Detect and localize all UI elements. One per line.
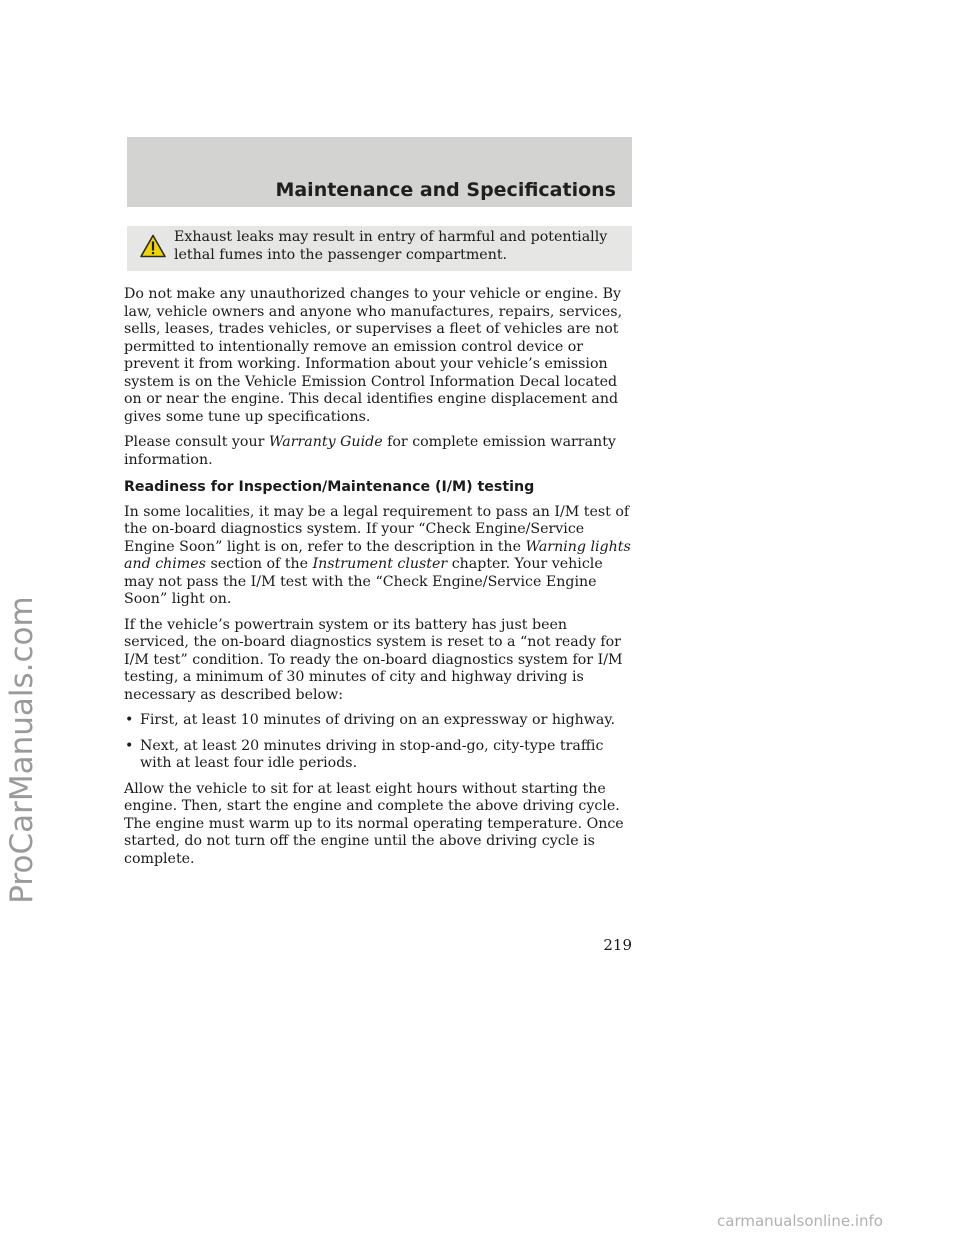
list-item: • First, at least 10 minutes of driving on an expressway or highway. — [125, 712, 616, 728]
section-header-band — [127, 137, 632, 207]
page-number: 219 — [603, 936, 632, 954]
paragraph-powertrain-serviced: If the vehicle’s powertrain system or its battery has just been serviced, the on-board diagnostics system is reset to a “not ready for I/M test” condition. To ready the on-board diagnostics system for I/M testing, a minimum of 30 minutes of city and highway driving is necessary as described below: — [124, 616, 623, 703]
warning-lights-reference: Warning lights and chimes — [124, 538, 631, 572]
bullet-icon: • — [125, 737, 134, 754]
warranty-guide-reference: Warranty Guide — [268, 434, 383, 450]
paragraph-drive-cycle-instructions: Allow the vehicle to sit for at least eight hours without starting the engine. Then, start the engine and complete the above driving cycle. The engine must warm up to its normal operating temperature. Once started, do not turn off the engine until the above driving cycle is complete. — [124, 780, 624, 867]
driving-cycle-list — [124, 712, 636, 773]
page-content — [124, 286, 636, 876]
instrument-cluster-reference: Instrument cluster — [312, 556, 448, 572]
footer-watermark: carmanualsonline.info — [717, 1212, 883, 1230]
bullet-icon: • — [125, 712, 134, 728]
warning-triangle-icon — [140, 234, 166, 258]
section-heading: Readiness for Inspection/Maintenance (I/M) testing — [124, 479, 535, 495]
paragraph-emission-changes: Do not make any unauthorized changes to your vehicle or engine. By law, vehicle owners and anyone who manufactures, repairs, services, sells, leases, trades vehicles, or supervises a fleet of vehicles are not permitted to intentionally remove an emission control device or prevent it from working. Information about your vehicle’s emission system is on the Vehicle Emission Control Information Decal located on or near the engine. This decal identifies engine displacement and gives some tune up specifications. — [124, 286, 623, 425]
section-title: Maintenance and Specifications — [275, 179, 616, 201]
paragraph-warranty: Please consult your Warranty Guide for complete emission warranty information. — [124, 434, 616, 468]
list-item: • Next, at least 20 minutes driving in stop-and-go, city-type traffic with at least four idle periods. — [125, 737, 604, 771]
warning-box — [127, 226, 632, 271]
paragraph-im-test: In some localities, it may be a legal requirement to pass an I/M test of the on-board diagnostics system. If your “Check Engine/Service Engine Soon” light is on, refer to the description in the Warning lights and chimes section of the Instrument cluster chapter. Your vehicle may not pass the I/M test with the “Check Engine/Service Engine Soon” light on. — [124, 503, 631, 607]
warning-text: Exhaust leaks may result in entry of harmful and potentially lethal fumes into the passenger compartment. — [174, 229, 608, 263]
side-watermark-text: ProCarManuals.com — [4, 596, 40, 904]
